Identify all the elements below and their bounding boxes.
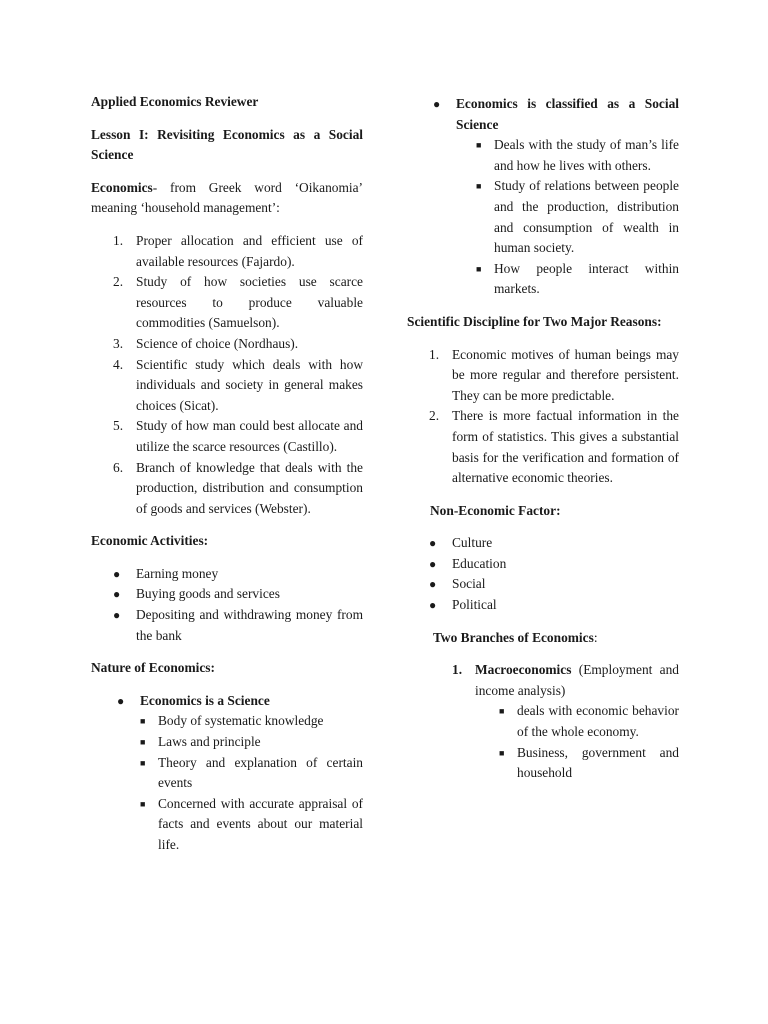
economic-activities-list (91, 564, 363, 646)
square-bullet-icon: ■ (499, 747, 505, 758)
social-science-list (407, 94, 679, 300)
square-bullet-icon: ■ (140, 798, 146, 809)
macroeconomics-label: Macroeconomics (475, 662, 572, 678)
square-bullet-icon: ■ (140, 716, 146, 727)
bullet-icon: ● (113, 587, 121, 602)
non-economic-heading: Non-Economic Factor: (430, 502, 561, 518)
economics-definition (91, 178, 363, 219)
list-item (91, 691, 363, 856)
definitions-list (91, 231, 363, 519)
right-column (407, 92, 679, 784)
science-label: Economics is a Science (140, 692, 270, 708)
branches-heading: Two Branches of Economics: (433, 629, 598, 645)
left-column (91, 92, 363, 856)
square-bullet-icon: ■ (476, 263, 482, 274)
scientific-discipline-list (407, 345, 679, 489)
nature-list (91, 691, 363, 856)
list-item (407, 94, 679, 300)
scientific-discipline-heading: Scientific Discipline for Two Major Reasons: (407, 313, 662, 329)
list-item: 5. Study of how man could best allocate and utilize the scarce resources (Castillo). (113, 418, 363, 454)
list-item: ● Education (407, 554, 679, 575)
list-item: ■ Study of relations between people and the production, distribution and consumption of wealth in human society. (476, 178, 679, 256)
list-item: ● Political (407, 595, 679, 616)
list-item: 1. Economic motives of human beings may be more regular and therefore persistent. They can be more predictable. (429, 346, 679, 403)
nature-heading: Nature of Economics: (91, 660, 215, 676)
list-item: 1. Macroeconomics (Employment and income analysis) ■ deals with economic behavior of the whole economy. ■ Business, government and household (407, 660, 679, 784)
list-item: ● Buying goods and services (91, 584, 363, 605)
macroeconomics-sublist (475, 701, 679, 783)
list-item: 3. Science of choice (Nordhaus). (113, 335, 299, 351)
social-science-sublist (452, 135, 679, 300)
list-item: ■ Laws and principle (136, 732, 363, 753)
branches-list (407, 660, 679, 784)
list-item: ■ Business, government and household (499, 744, 679, 781)
bullet-icon: ● (113, 566, 121, 581)
bullet-icon: ● (117, 693, 125, 708)
definition-term: Economics (91, 179, 153, 195)
square-bullet-icon: ■ (476, 181, 482, 192)
list-item: ■ deals with economic behavior of the whole economy. (499, 703, 679, 740)
bullet-icon: ● (433, 97, 441, 111)
list-item: ● Depositing and withdrawing money from the bank (113, 607, 363, 643)
square-bullet-icon: ■ (476, 140, 482, 151)
bullet-icon: ● (429, 536, 437, 551)
bullet-icon: ● (429, 556, 437, 571)
list-item: ■ Body of systematic knowledge (136, 711, 363, 732)
non-economic-list (407, 533, 679, 615)
bullet-icon: ● (113, 608, 121, 623)
list-item: ● Social (407, 574, 679, 595)
square-bullet-icon: ■ (140, 757, 146, 768)
definition-text: - from Greek word ‘Oikanomia’ meaning ‘household management’: (91, 179, 363, 216)
list-item: 2. There is more factual information in the form of statistics. This gives a substantial basis for the verification and formation of alternative economic theories. (429, 408, 679, 486)
bullet-icon: ● (429, 598, 437, 613)
social-science-label: Economics is classified as a Social Science (456, 96, 679, 132)
list-item: ● Culture (407, 533, 679, 554)
list-item: ■ How people interact within markets. (476, 260, 679, 297)
list-item: 1. Proper allocation and efficient use of available resources (Fajardo). (113, 232, 363, 269)
list-item: ■ Concerned with accurate appraisal of facts and events about our material life. (140, 795, 363, 852)
list-item: ■ Theory and explanation of certain events (140, 754, 363, 791)
square-bullet-icon: ■ (140, 737, 146, 748)
square-bullet-icon: ■ (499, 706, 505, 717)
list-item: ● Earning money (91, 564, 363, 585)
list-item: 2. Study of how societies use scarce resources to produce valuable commodities (Samuelson). (113, 274, 363, 331)
bullet-icon: ● (429, 577, 437, 592)
economic-activities-heading: Economic Activities: (91, 533, 209, 549)
lesson-heading: Lesson I: Revisiting Economics as a Social Science (91, 126, 363, 163)
list-item: 4. Scientific study which deals with how individuals and society in general makes choices (Sicat). (113, 356, 363, 413)
document-title: Applied Economics Reviewer (91, 94, 259, 109)
list-item: 6. Branch of knowledge that deals with the production, distribution and consumption of goods and services (Webster). (113, 459, 363, 516)
list-item: ■ Deals with the study of man’s life and how he lives with others. (476, 137, 679, 173)
science-sublist (136, 711, 363, 855)
